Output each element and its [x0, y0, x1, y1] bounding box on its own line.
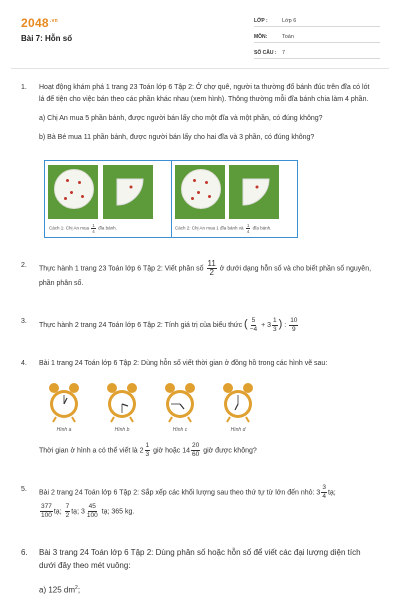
- question-text: giờ được không?: [203, 447, 257, 455]
- clock-label: Hình d: [230, 427, 246, 433]
- meta-row-grade: [254, 13, 380, 27]
- fraction-denominator: 3: [273, 325, 277, 333]
- alarm-clock-icon: [48, 380, 80, 426]
- caption-text: Cách 2: Chị An mua 1 đĩa bánh và: [175, 225, 244, 231]
- fraction-denominator: 9: [291, 325, 296, 333]
- fraction-numerator: 20: [192, 442, 200, 449]
- fraction: [246, 223, 251, 234]
- cake-plate-image: [175, 165, 225, 219]
- alarm-clock-icon: [164, 380, 196, 426]
- fraction: [207, 260, 217, 277]
- question-1: [21, 82, 374, 144]
- question-text: giờ hoặc 14: [153, 447, 191, 455]
- question-number: 6.: [21, 548, 28, 557]
- caption-text: đĩa bánh.: [252, 225, 272, 231]
- question-part-b: b) Bà Bé mua 11 phần bánh, được người bán lấy cho hai đĩa và 3 phần, có đúng không?: [39, 134, 315, 141]
- question-text: tạ;: [53, 508, 62, 516]
- logo-text: 2048: [21, 16, 49, 30]
- fraction-numerator: 1: [246, 223, 250, 228]
- lesson-meta: [254, 13, 380, 61]
- page-header: [0, 0, 400, 62]
- caption-text: đĩa bánh.: [98, 225, 117, 231]
- question-text: Thực hành 1 trang 23 Toán lớp 6 Tập 2: Viết phân số: [39, 265, 204, 273]
- question-6: [21, 546, 374, 597]
- fraction: [191, 442, 200, 459]
- question-text: tạ; 3: [71, 508, 85, 516]
- question-text: Thời gian ở hình a có thể viết là 2: [39, 447, 144, 455]
- meta-label: LỚP :: [254, 18, 268, 24]
- fraction-numerator: 7: [65, 503, 70, 511]
- meta-label: MÔN:: [254, 34, 268, 40]
- fraction: [289, 317, 298, 334]
- question-number: 5.: [21, 486, 27, 493]
- fraction-denominator: 100: [86, 512, 98, 520]
- alarm-clock-icon: [222, 380, 254, 426]
- fraction: [145, 442, 151, 459]
- question-2: [21, 260, 374, 291]
- lesson-title: Bài 7: Hỗn số: [21, 34, 73, 43]
- question-text: Hoạt động khám phá 1 trang 23 Toán lớp 6 Tập 2: Ở chợ quê, người ta thường đổ bánh đúc trên đĩa có lót lá để tiện cho việc bán theo các phần khác nhau (xem hình). Thông thường mỗi đĩa bánh chia làm 4 phần.: [39, 84, 370, 103]
- fraction-denominator: 2: [65, 512, 70, 520]
- fraction-numerator: 11: [207, 259, 216, 268]
- question-text: Bài 1 trang 24 Toán lớp 6 Tập 2: Dùng hỗn số viết thời gian ở đồng hồ trong các hình vẽ sau:: [39, 360, 328, 367]
- fraction-numerator: 377: [41, 503, 52, 511]
- question-text: ở dưới dạng hỗn số và cho biết phần số nguyên, phần phân số.: [39, 265, 372, 287]
- fraction: [40, 503, 53, 520]
- fraction-numerator: 5: [251, 316, 256, 324]
- meta-row-subject: [254, 29, 380, 43]
- question-text: tạ; 365 kg.: [101, 508, 135, 516]
- question-number: 2.: [21, 262, 27, 269]
- cake-plate-image: [48, 165, 98, 219]
- fraction-denominator: 3: [145, 451, 150, 458]
- site-logo[interactable]: [21, 16, 58, 30]
- clock-label: Hình a: [56, 427, 72, 433]
- expression-text: + 3: [261, 322, 272, 329]
- clock-figure: [48, 380, 268, 436]
- question-number: 1.: [21, 84, 27, 91]
- fraction-numerator: 1: [273, 316, 277, 324]
- header-divider: [11, 68, 389, 69]
- cake-caption-2: [175, 223, 271, 234]
- meta-label: SỐ CÂU :: [254, 50, 277, 56]
- fraction-denominator: 4: [92, 229, 95, 234]
- question-number: 3.: [21, 318, 27, 325]
- fraction: [91, 223, 96, 234]
- clock-label: Hình b: [114, 427, 130, 433]
- fraction: [65, 503, 71, 520]
- question-number: 4.: [21, 360, 27, 367]
- figure-divider: [171, 161, 172, 237]
- logo-tld: .vn: [49, 18, 59, 24]
- meta-value: Lớp 6: [282, 18, 297, 24]
- question-text: Bài 3 trang 24 Toán lớp 6 Tập 2: Dùng phân số hoặc hỗn số để viết các đại lượng diện tích dưới đây theo mét vuông:: [39, 548, 361, 570]
- question-text: Thực hành 2 trang 24 Toán lớp 6 Tập 2: Tính giá trị của biểu thức: [39, 322, 243, 329]
- fraction: [249, 317, 258, 334]
- meta-value: Toán: [282, 34, 294, 40]
- fraction-denominator: 2: [209, 268, 214, 277]
- fraction-numerator: 10: [290, 316, 298, 324]
- question-4-followup: [21, 442, 374, 459]
- cake-slice-image: [229, 165, 279, 219]
- caption-text: Cách 1: Chị An mua: [49, 225, 90, 231]
- question-text: Bài 2 trang 24 Toán lớp 6 Tập 2: Sắp xếp các khối lượng sau theo thứ tự từ lớn đến nhỏ: 3: [39, 489, 321, 497]
- fraction: [321, 484, 327, 501]
- cake-figure: [44, 160, 298, 238]
- fraction-denominator: 60: [192, 451, 200, 458]
- question-4: [21, 358, 374, 370]
- expression-text: :: [284, 322, 287, 329]
- meta-value: 7: [282, 50, 286, 56]
- clock-label: Hình c: [172, 427, 188, 433]
- question-part-a: a) Chị An mua 5 phần bánh, được người bán lấy cho một đĩa và một phần, có đúng không?: [39, 115, 323, 122]
- fraction-numerator: 45: [88, 503, 96, 511]
- fraction-numerator: 1: [145, 442, 150, 449]
- fraction-numerator: 3: [322, 484, 326, 491]
- fraction-denominator: 4: [246, 229, 250, 234]
- fraction-numerator: 1: [92, 223, 95, 228]
- question-text: tạ;: [327, 489, 336, 497]
- question-text: a) 125 dm: [39, 585, 76, 595]
- question-part-a: [39, 582, 374, 597]
- cake-slice-image: [103, 165, 153, 219]
- meta-row-count: [254, 45, 380, 59]
- question-3: 3. Thực hành 2 trang 24 Toán lớp 6 Tập 2: Tính giá trị của biểu thức ( $\frac{5}{-4}$ + 3 $\frac{1}{3}$ ) : $\frac{10}{9}$: [21, 316, 298, 333]
- fraction: [86, 503, 99, 520]
- fraction: [272, 317, 278, 334]
- fraction-denominator: −4: [249, 325, 258, 333]
- fraction-denominator: 100: [41, 512, 52, 520]
- question-5: [21, 484, 374, 521]
- fraction-denominator: 4: [322, 493, 326, 500]
- superscript: 2: [75, 585, 78, 591]
- question-text: ;: [77, 585, 81, 595]
- cake-caption-1: [49, 223, 117, 234]
- alarm-clock-icon: [106, 380, 138, 426]
